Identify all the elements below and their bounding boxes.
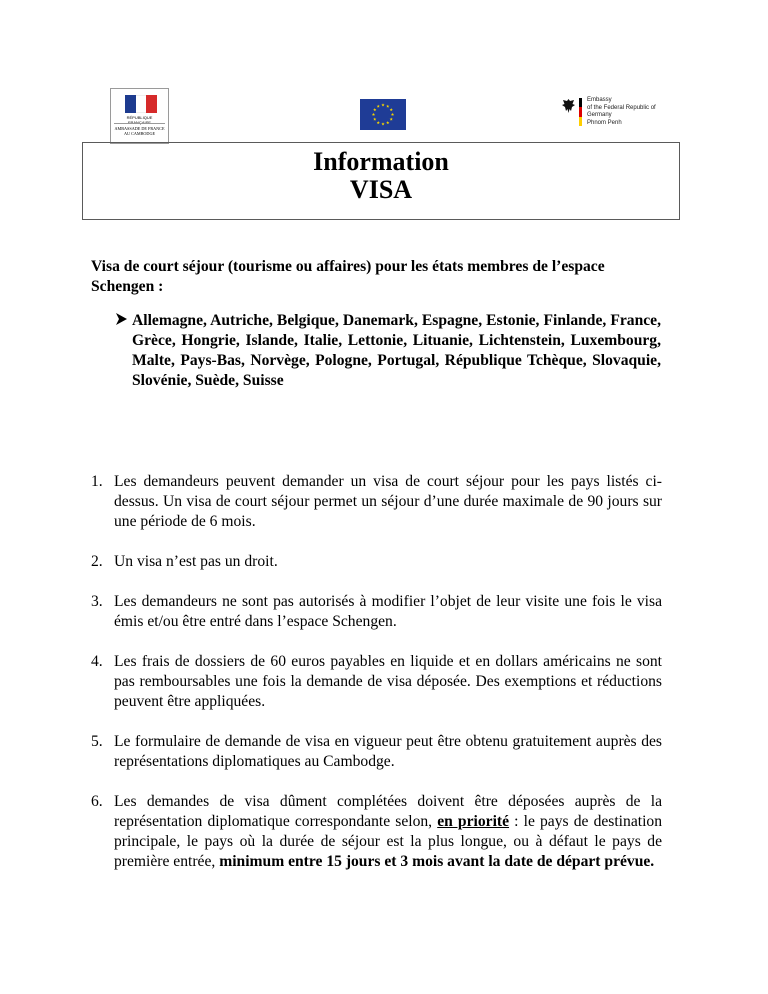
item-number: 6. (91, 793, 103, 810)
germany-embassy-text (587, 97, 672, 127)
countries-list: Allemagne, Autriche, Belgique, Danemark, Espagne, Estonie, Finlande, France, Grèce, Hongrie, Islande, Italie, Lettonie, Lituanie, Lichtenstein, Luxembourg, Malte, Pays-Bas, Norvège, Pologne, Portugal, République Tchèque, Slovaquie, Slovénie, Suède, Suisse (132, 312, 661, 389)
embassy-text (114, 126, 165, 136)
germany-line-1: Embassy (587, 97, 612, 103)
priority-emphasis: en priorité (437, 813, 510, 830)
countries-bullet (115, 311, 661, 391)
item-text: Les demandeurs ne sont pas autorisés à modifier l’objet de leur visite une fois le visa émis et/ou être entré dans l’espace Schengen. (114, 593, 662, 630)
item-number: 2. (91, 553, 103, 570)
item-text: Les frais de dossiers de 60 euros payables en liquide et en dollars américains ne sont pas remboursables une fois la demande de visa déposée. Des exemptions et réductions peuvent être appliquées. (114, 653, 662, 710)
arrow-bullet-icon (115, 312, 128, 326)
deadline-emphasis: minimum entre 15 jours et 3 mois avant la date de départ prévue. (219, 853, 655, 870)
intro-heading: Visa de court séjour (tourisme ou affaires) pour les états membres de l’espace Schengen : (91, 258, 605, 295)
eu-flag-icon (360, 99, 406, 130)
federal-eagle-icon (561, 98, 576, 114)
title-line-1: Information (313, 147, 449, 176)
title-line-2: VISA (349, 175, 413, 204)
item-text: Un visa n’est pas un droit. (114, 553, 278, 570)
item-text: Le formulaire de demande de visa en vigueur peut être obtenu gratuitement auprès des représentations diplomatiques au Cambodge. (114, 733, 662, 770)
logo-divider (114, 123, 165, 124)
item-text-part-1: Les demandes de visa dûment complétées doivent être déposées auprès de la représentation diplomatique correspondante selon, (114, 793, 662, 830)
germany-embassy-logo (557, 92, 672, 132)
title-box (82, 142, 680, 220)
numbered-list (91, 472, 662, 892)
item-text: Les demandeurs peuvent demander un visa de court séjour pour les pays listés ci-dessus. Un visa de court séjour permet un séjour d’une durée maximale de 90 jours sur une période de 6 mois. (114, 473, 662, 530)
germany-line-2: of the Federal Republic of Germany (587, 104, 656, 118)
german-color-bars (579, 98, 582, 126)
list-item (91, 592, 662, 632)
list-item (91, 652, 662, 712)
item-number: 1. (91, 473, 103, 490)
item-number: 5. (91, 733, 103, 750)
embassy-line-1: AMBASSADE DE FRANCE (114, 126, 165, 131)
french-flag-icon (125, 95, 157, 113)
embassy-line-2: AU CAMBODGE (123, 131, 156, 136)
republic-text: RÉPUBLIQUE FRANÇAISE (126, 115, 153, 125)
germany-line-3: Phnom Penh (587, 119, 622, 126)
item-text-part-2: : le pays de destination principale, le pays où la durée de séjour est la plus longue, ou à défaut le pays de première entrée, (114, 813, 662, 870)
list-item (91, 552, 662, 572)
item-number: 4. (91, 653, 103, 670)
list-item (91, 732, 662, 772)
list-item (91, 792, 662, 872)
france-embassy-logo (110, 88, 169, 144)
list-item (91, 472, 662, 532)
item-number: 3. (91, 593, 103, 610)
